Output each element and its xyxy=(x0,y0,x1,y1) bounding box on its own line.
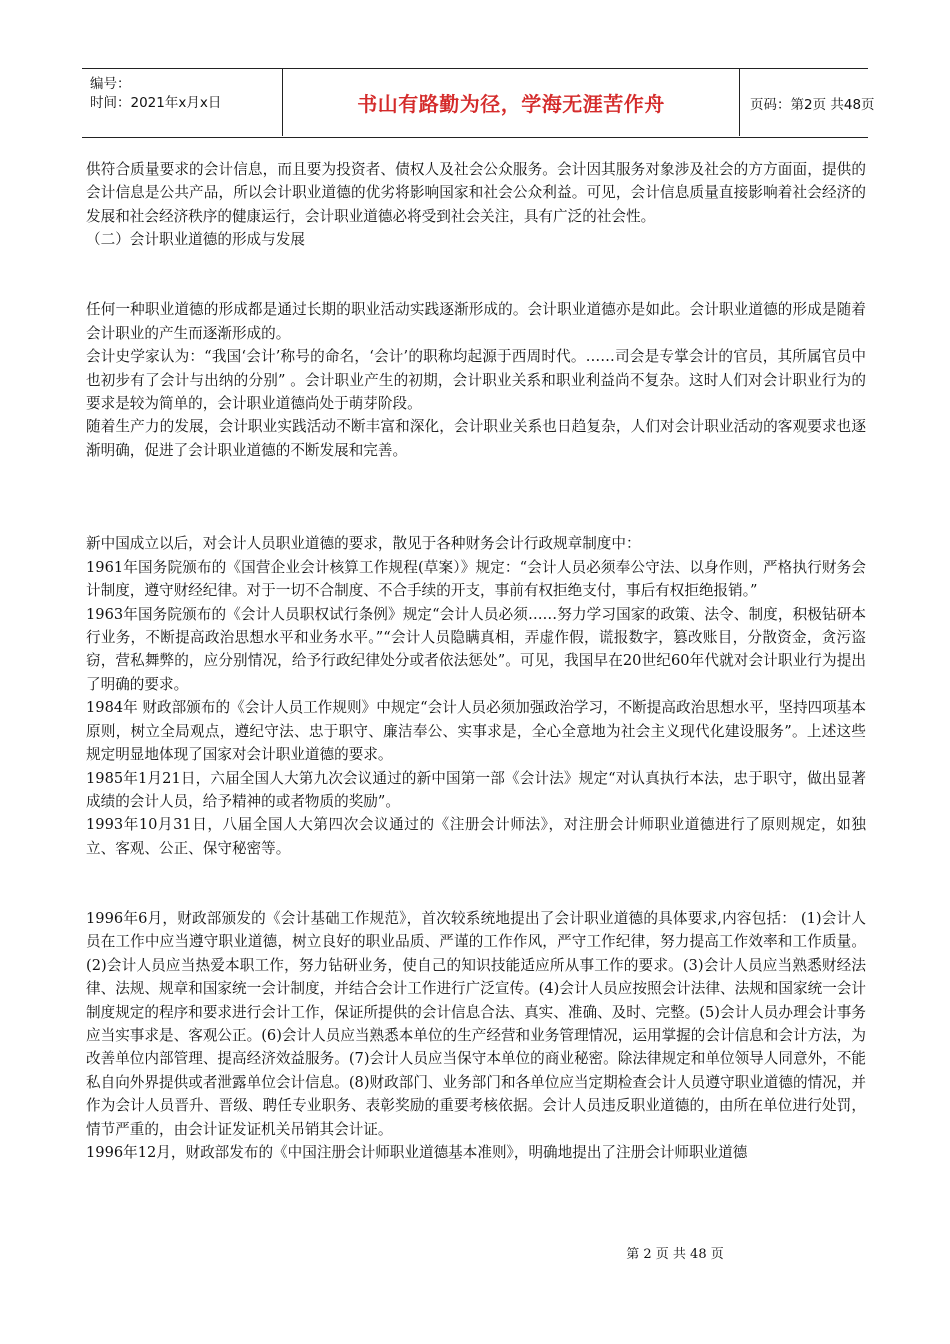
header-page-info: 页码：第2页 共48页 xyxy=(750,96,875,113)
header-motto-cell xyxy=(282,69,740,136)
paragraph: 1985年1月21日，六届全国人大第九次会议通过的新中国第一部《会计法》规定“对认真执行本法，忠于职守，做出显著成绩的会计人员，给予精神的或者物质的奖励”。 xyxy=(86,769,866,810)
paragraph: 供符合质量要求的会计信息，而且要为投资者、债权人及社会公众服务。会计因其服务对象涉及社会的方方面面，提供的会计信息是公共产品，所以会计职业道德的优劣将影响国家和社会公众利益。可见，会计信息质量直接影响着社会经济的发展和社会经济秩序的健康运行，会计职业道德必将受到社会关注，具有广泛的社会性。 xyxy=(86,161,866,225)
document-date: 时间：2021年x月x日 xyxy=(90,95,222,111)
paragraph: 1984年 财政部颁布的《会计人员工作规则》中规定“会计人员必须加强政治学习，不断提高政治思想水平，坚持四项基本原则，树立全局观点，遵纪守法、忠于职守、廉洁奉公、实事求是，全心全意地为社会主义现代化建设服务”。上述这些规定明显地体现了国家对会计职业道德的要求。 xyxy=(86,699,866,764)
header-meta xyxy=(82,69,282,136)
paragraph: 1996年12月，财政部发布的《中国注册会计师职业道德基本准则》，明确地提出了注册会计师职业道德 xyxy=(86,1144,748,1161)
document-body xyxy=(86,158,866,1164)
spacer xyxy=(86,509,866,532)
spacer xyxy=(86,462,866,509)
footer-page-number: 第 2 页 共 48 页 xyxy=(626,1247,724,1262)
header-motto: 书山有路勤为径，学海无涯苦作舟 xyxy=(357,92,665,116)
paragraph: 1963年国务院颁布的《会计人员职权试行条例》规定“会计人员必须……努力学习国家的政策、法令、制度，积极钻研本行业务，不断提高政治思想水平和业务水平。”“会计人员隐瞒真相，弄虚作假，谎报数字，篡改账目，分散资金，贪污盗窃，营私舞弊的，应分别情况，给予行政纪律处分或者依法惩处”。可见，我国早在20世纪60年代就对会计职业行为提出了明确的要求。 xyxy=(86,605,866,693)
spacer xyxy=(86,252,866,299)
paragraph: 1993年10月31日，八届全国人大第四次会议通过的《注册会计师法》，对注册会计师职业道德进行了原则规定，如独立、客观、公正、保守秘密等。 xyxy=(86,816,866,857)
spacer xyxy=(86,860,866,907)
paragraph: 会计史学家认为：“我国‘会计’称号的命名，‘会计’的职称均起源于西周时代。……司会是专掌会计的官员，其所属官员中也初步有了会计与出纳的分别” 。会计职业产生的初期，会计职业关系和职业利益尚不复杂。这时人们对会计职业行为的要求是较为简单的，会计职业道德尚处于萌芽阶段。 xyxy=(86,348,866,413)
page-header xyxy=(82,68,875,138)
paragraph: 新中国成立以后，对会计人员职业道德的要求，散见于各种财务会计行政规章制度中： xyxy=(86,535,641,553)
paragraph: 1961年国务院颁布的《国营企业会计核算工作规程(草案）》规定：“会计人员必须奉公守法、以身作则，严格执行财务会计制度，遵守财经纪律。对于一切不合制度、不合手续的开支，事前有权拒绝支付，事后有权拒绝报销。” xyxy=(86,558,866,600)
document-number-label: 编号： xyxy=(90,76,131,92)
paragraph: 随着生产力的发展，会计职业实践活动不断丰富和深化，会计职业关系也日趋复杂，人们对会计职业活动的客观要求也逐渐明确，促进了会计职业道德的不断发展和完善。 xyxy=(86,418,866,459)
paragraph: 1996年6月，财政部颁发的《会计基础工作规范》，首次较系统地提出了会计职业道德的具体要求,内容包括： (1)会计人员在工作中应当遵守职业道德，树立良好的职业品质、严谨的工作作风，严守工作纪律，努力提高工作效率和工作质量。(2)会计人员应当热爱本职工作，努力钻研业务，使自己的知识技能适应所从事工作的要求。(3)会计人员应当熟悉财经法律、法规、规章和国家统一会计制度，并结合会计工作进行广泛宣传。(4)会计人员应按照会计法律、法规和国家统一会计制度规定的程序和要求进行会计工作，保证所提供的会计信息合法、真实、准确、及时、完整。(5)会计人员办理会计事务应当实事求是、客观公正。(6)会计人员应当熟悉本单位的生产经营和业务管理情况，运用掌握的会计信息和会计方法，为改善单位内部管理、提高经济效益服务。(7)会计人员应当保守本单位的商业秘密。除法律规定和单位领导人同意外，不能私自向外界提供或者泄露单位会计信息。(8)财政部门、业务部门和各单位应当定期检查会计人员遵守职业道德的情况，并作为会计人员晋升、晋级、聘任专业职务、表彰奖励的重要考核依据。会计人员违反职业道德的，由所在单位进行处罚，情节严重的，由会计证发证机关吊销其会计证。 xyxy=(86,909,866,1138)
paragraph: 任何一种职业道德的形成都是通过长期的职业活动实践逐渐形成的。会计职业道德亦是如此。会计职业道德的形成是随着会计职业的产生而逐渐形成的。 xyxy=(86,301,866,342)
page-footer xyxy=(0,1243,950,1262)
section-heading: （二）会计职业道德的形成与发展 xyxy=(86,231,305,249)
